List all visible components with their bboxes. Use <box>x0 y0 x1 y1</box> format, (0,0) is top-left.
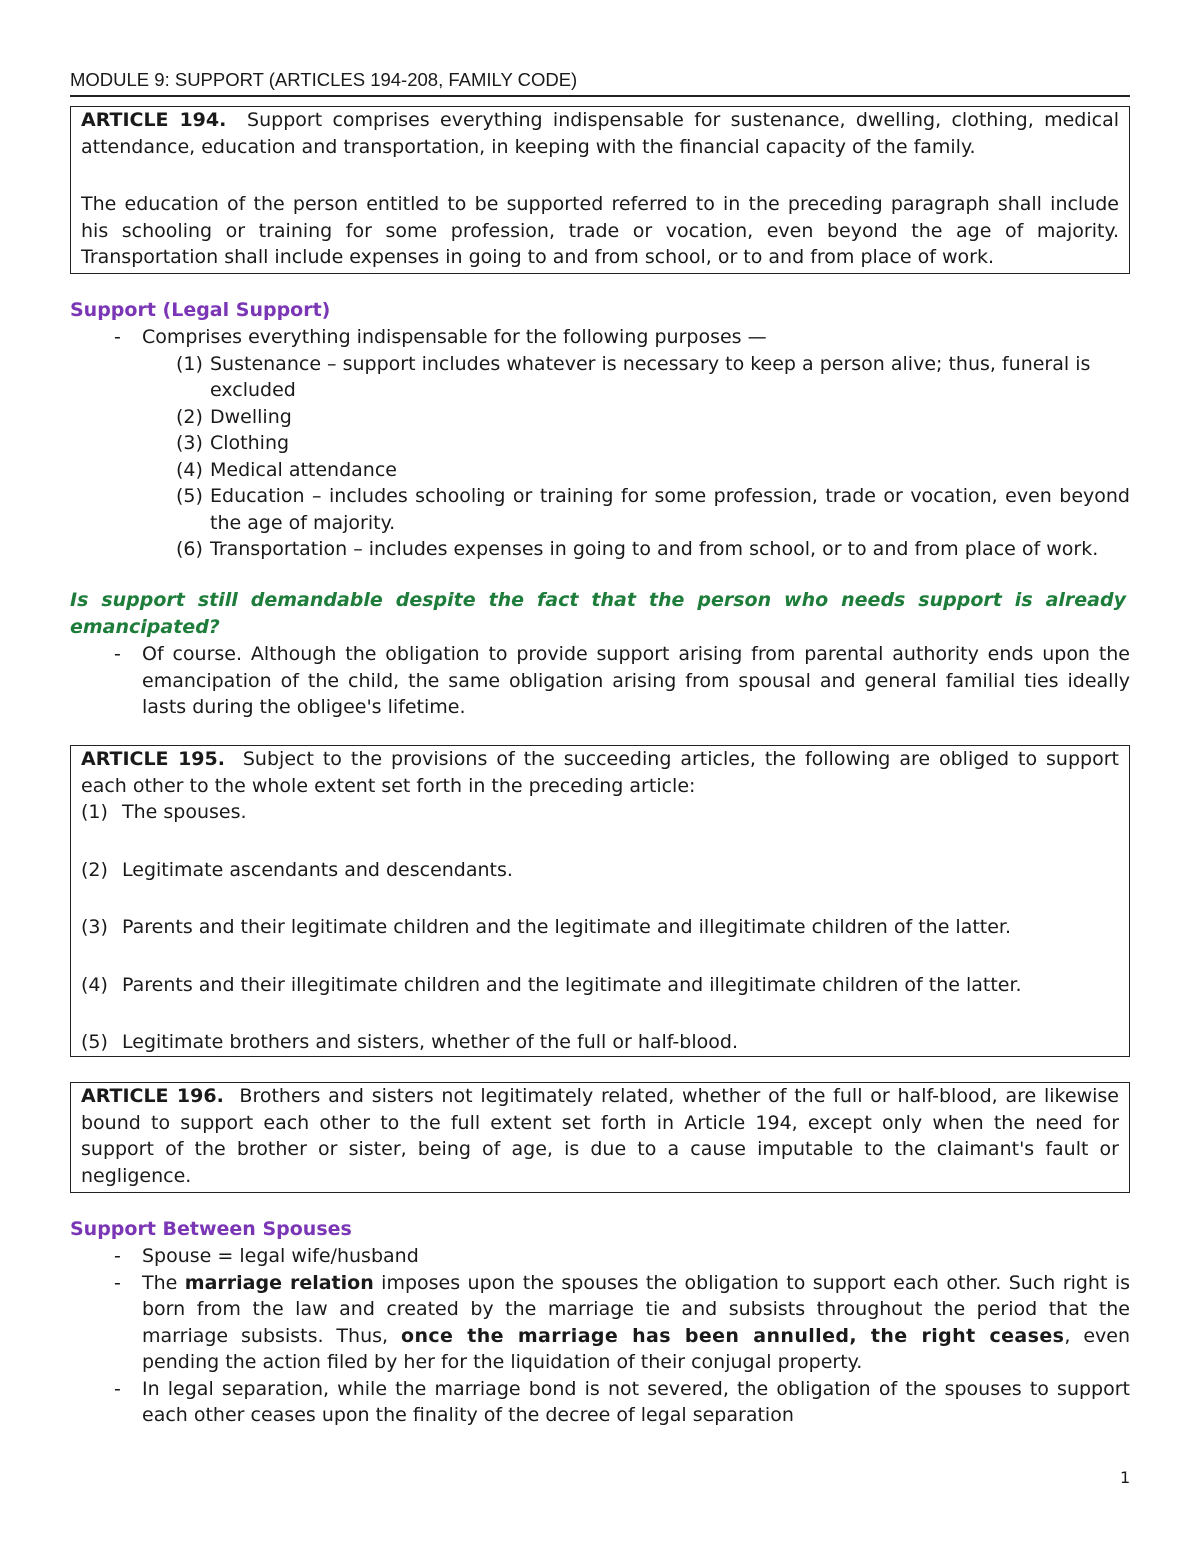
item-number: (2) <box>176 405 203 428</box>
emancipation-question-heading: Is support still demandable despite the fact that the person who needs support is already emancipated? <box>70 589 1126 638</box>
list-item <box>81 972 1119 999</box>
article-195-intro <box>81 746 1119 799</box>
emancipation-answer <box>70 641 1130 721</box>
list-item <box>70 536 1130 563</box>
list-item <box>81 1029 1119 1056</box>
article-194-text1: Support comprises everything indispensable for sustenance, dwelling, clothing, medical attendance, education and transportation, in keeping with the financial capacity of the family. <box>81 109 1119 158</box>
list-item <box>70 457 1130 484</box>
item-text: imposes upon the spouses the obligation to support each other. Such right is born from the law and created by the marriage tie and subsists throughout the period that the marriage subsists. Thus, <box>142 1271 1131 1347</box>
list-item <box>81 857 1119 884</box>
list-item <box>70 641 1130 721</box>
article-194-para2-line3: Transportation shall include expenses in going to and from school, or to and from place of work. <box>81 246 994 268</box>
page-header: MODULE 9: SUPPORT (ARTICLES 194-208, FAMILY CODE) <box>70 68 1130 97</box>
article-195-text: Subject to the provisions of the succeeding articles, the following are obliged to support each other to the whole extent set forth in the preceding article: <box>81 748 1119 797</box>
item-text: Medical attendance <box>210 458 397 481</box>
spouses-heading: Support Between Spouses <box>70 1218 352 1240</box>
item-text: The <box>142 1271 178 1294</box>
item-number: (5) <box>176 485 203 507</box>
item-number: (3) <box>81 916 108 938</box>
item-number: (4) <box>176 458 203 481</box>
emphasis-marriage-relation: marriage relation <box>184 1271 374 1294</box>
article-194-label: ARTICLE 194. <box>81 109 227 131</box>
item-text: The spouses. <box>122 801 247 823</box>
legal-support-list <box>70 324 1130 563</box>
item-text: , even pending the action filed by her for the liquidation of their conjugal property. <box>142 1324 1130 1373</box>
list-item <box>81 799 1119 826</box>
article-194-para1 <box>81 107 1119 160</box>
article-194-para2-line2: his schooling or training for some profession, trade or vocation, even beyond the age of majority. <box>81 219 1119 242</box>
list-item <box>70 324 1130 351</box>
item-number: (4) <box>81 973 108 996</box>
item-number: (3) <box>176 432 203 454</box>
item-text: Parents and their legitimate children and the legitimate and illegitimate children of the latter. <box>122 916 1012 938</box>
answer-text: Of course. Although the obligation to provide support arising from parental authority ends upon the emancipation of the child, the same obligation arising from spousal and general familial ties ideally lasts during the obligee's lifetime. <box>142 643 1130 718</box>
item-text: Parents and their illegitimate children and the legitimate and illegitimate children of the latter. <box>122 973 1022 996</box>
item-text: Sustenance – support includes whatever is necessary to keep a person alive; thus, funeral is excluded <box>210 352 1091 401</box>
emphasis-right-ceases: once the marriage has been annulled, the right ceases <box>401 1324 1065 1347</box>
item-number: (1) <box>81 801 108 823</box>
list-item <box>70 1270 1130 1376</box>
list-item <box>70 351 1130 404</box>
item-text: Transportation – includes expenses in going to and from school, or to and from place of work. <box>210 538 1099 560</box>
list-item <box>70 1376 1130 1429</box>
article-194-box <box>70 106 1130 274</box>
item-text: Spouse = legal wife/husband <box>142 1245 419 1267</box>
list-item <box>70 430 1130 457</box>
article-194-para2-line1: The education of the person entitled to be supported referred to in the preceding paragraph shall include <box>81 193 1119 215</box>
legal-support-intro: Comprises everything indispensable for the following purposes — <box>142 326 767 348</box>
item-number: (2) <box>81 858 108 881</box>
article-196-box <box>70 1082 1130 1193</box>
page-number: 1 <box>1120 1468 1131 1487</box>
item-number: (6) <box>176 538 203 560</box>
article-196-text: Brothers and sisters not legitimately related, whether of the full or half-blood, are likewise bound to support each other to the full extent set forth in Article 194, except only when the need for support of the brother or sister, being of age, is due to a cause imputable to the claimant's fault or negligence. <box>81 1085 1119 1187</box>
list-item <box>81 914 1119 941</box>
article-195-box <box>70 745 1130 1057</box>
item-text: Dwelling <box>210 405 292 428</box>
item-text: Legitimate ascendants and descendants. <box>122 858 513 881</box>
item-text: Clothing <box>210 432 290 454</box>
item-number: (1) <box>176 352 203 375</box>
list-item <box>70 404 1130 431</box>
spouses-list <box>70 1243 1130 1429</box>
list-item <box>70 483 1130 536</box>
item-text: Education – includes schooling or training for some profession, trade or vocation, even beyond the age of majority. <box>210 485 1130 534</box>
legal-support-heading: Support (Legal Support) <box>70 299 331 321</box>
article-196-para <box>81 1083 1119 1189</box>
item-text: Legitimate brothers and sisters, whether of the full or half-blood. <box>122 1031 738 1053</box>
item-number: (5) <box>81 1031 108 1053</box>
list-item <box>70 1243 1130 1270</box>
article-195-label: ARTICLE 195. <box>81 748 225 770</box>
item-text: In legal separation, while the marriage bond is not severed, the obligation of the spouses to support each other ceases upon the finality of the decree of legal separation <box>142 1377 1130 1426</box>
article-196-label: ARTICLE 196. <box>81 1085 224 1107</box>
